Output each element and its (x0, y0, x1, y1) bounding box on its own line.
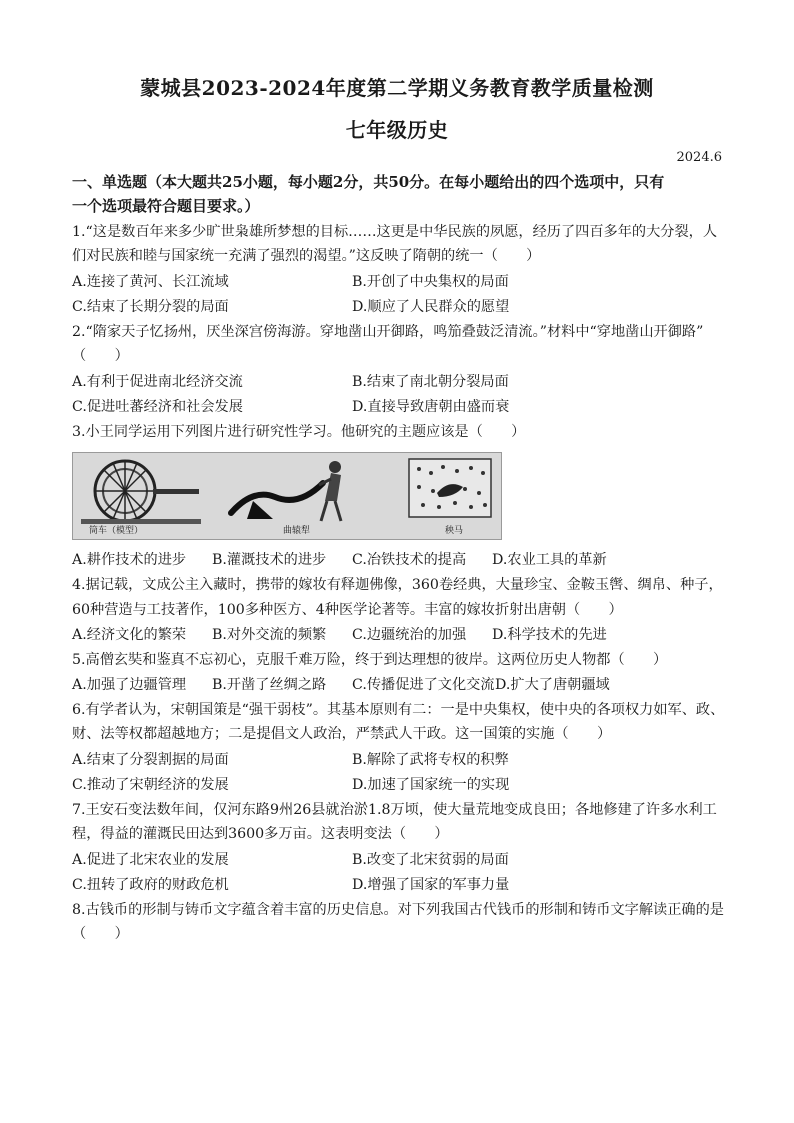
question-3-option-d: D.农业工具的革新 (492, 552, 607, 568)
question-5-option-a: A.加强了边疆管理 (72, 677, 187, 693)
water-wheel-caption: 筒车（模型） (89, 526, 144, 536)
question-4-option-b: B.对外交流的频繁 (212, 627, 327, 643)
question-1-option-a: A.连接了黄河、长江流域 (72, 274, 229, 290)
seedling-horse-caption: 秧马 (445, 526, 464, 536)
question-7-line1: 7.王安石变法数年间，仅河东路9州26县就治淤1.8万顷，使大量荒地变成良田；各地修建了许多水利工 (72, 802, 717, 818)
question-6-option-b: B.解除了武将专权的积弊 (352, 752, 509, 768)
seedling-horse-image (363, 453, 501, 539)
agriculture-tools-figure (72, 452, 502, 540)
question-2-option-b: B.结束了南北朝分裂局面 (352, 374, 509, 390)
curved-plough-image (213, 453, 363, 539)
question-5-option-c: C.传播促进了文化交流 (352, 677, 495, 693)
question-7-option-c: C.扭转了政府的财政危机 (72, 877, 229, 893)
question-3-option-a: A.耕作技术的进步 (72, 552, 187, 568)
question-5-line1: 5.高僧玄奘和鉴真不忘初心，克服千难万险，终于到达理想的彼岸。这两位历史人物都（ ） (72, 652, 668, 668)
question-8-line1: 8.古钱币的形制与铸币文字蕴含着丰富的历史信息。对下列我国古代钱币的形制和铸币文字解读正确的是 (72, 902, 724, 918)
section-heading-line1: 一、单选题（本大题共25小题，每小题2分，共50分。在每小题给出的四个选项中，只有 (72, 173, 665, 191)
question-6-line2: 财、法等权都超越地方；二是提倡文人政治，严禁武人干政。这一国策的实施（ ） (72, 726, 612, 742)
exam-subtitle: 七年级历史 (345, 118, 449, 142)
question-7-option-d: D.增强了国家的军事力量 (352, 877, 510, 893)
question-7-option-a: A.促进了北宋农业的发展 (72, 852, 229, 868)
plough-caption: 曲辕犁 (283, 526, 311, 536)
question-5-option-b: B.开凿了丝绸之路 (212, 677, 327, 693)
question-3-option-c: C.冶铁技术的提高 (352, 552, 467, 568)
question-6-option-c: C.推动了宋朝经济的发展 (72, 777, 229, 793)
question-2-line2: （ ） (72, 348, 129, 364)
water-wheel-image (73, 453, 213, 539)
question-2-option-a: A.有利于促进南北经济交流 (72, 374, 243, 390)
question-2-option-d: D.直接导致唐朝由盛而衰 (352, 399, 510, 415)
question-4-option-d: D.科学技术的先进 (492, 627, 607, 643)
question-2-line1: 2.“隋家天子忆扬州，厌坐深宫傍海游。穿地凿山开御路，鸣笳叠鼓泛清流。”材料中“穿地凿山开御路” (72, 324, 704, 340)
question-7-line2: 程，得益的灌溉民田达到3600多万亩。这表明变法（ ） (72, 826, 449, 842)
question-6-option-a: A.结束了分裂割据的局面 (72, 752, 229, 768)
question-2-option-c: C.促进吐蕃经济和社会发展 (72, 399, 243, 415)
question-4-option-a: A.经济文化的繁荣 (72, 627, 187, 643)
question-6-option-d: D.加速了国家统一的实现 (352, 777, 510, 793)
question-7-option-b: B.改变了北宋贫弱的局面 (352, 852, 509, 868)
question-1-line1: 1.“这是数百年来多少旷世枭雄所梦想的目标……这更是中华民族的夙愿，经历了四百多年的大分裂，人 (72, 224, 718, 240)
question-5-option-d: D.扩大了唐朝疆域 (495, 677, 610, 693)
question-4-line2: 60种营造与工技著作，100多种医方、4种医学论著等。丰富的嫁妆折射出唐朝（ ） (72, 602, 623, 618)
question-1-option-b: B.开创了中央集权的局面 (352, 274, 509, 290)
question-1-option-c: C.结束了长期分裂的局面 (72, 299, 229, 315)
question-3-option-b: B.灌溉技术的进步 (212, 552, 327, 568)
question-4-line1: 4.据记载，文成公主入藏时，携带的嫁妆有释迦佛像，360卷经典，大量珍宝、金鞍玉辔、绸帛、种子， (72, 577, 723, 593)
question-6-line1: 6.有学者认为，宋朝国策是“强干弱枝”。其基本原则有二：一是中央集权，使中央的各项权力如军、政、 (72, 702, 725, 718)
exam-date: 2024.6 (676, 150, 722, 165)
question-8-line2: （ ） (72, 926, 129, 942)
question-1-option-d: D.顺应了人民群众的愿望 (352, 299, 510, 315)
exam-title: 蒙城县2023-2024年度第二学期义务教育教学质量检测 (140, 76, 654, 100)
section-heading-line2: 一个选项最符合题目要求。） (72, 197, 260, 215)
question-3-line1: 3.小王同学运用下列图片进行研究性学习。他研究的主题应该是（ ） (72, 424, 526, 440)
question-1-line2: 们对民族和睦与国家统一充满了强烈的渴望。”这反映了隋朝的统一（ ） (72, 248, 541, 264)
question-4-option-c: C.边疆统治的加强 (352, 627, 467, 643)
